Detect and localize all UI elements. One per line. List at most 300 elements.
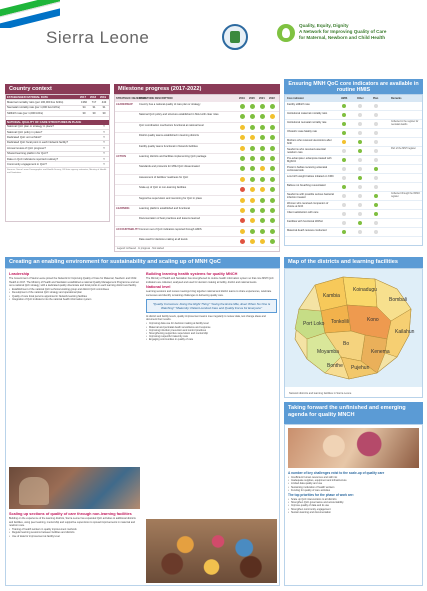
milestone-status-dots — [239, 239, 279, 245]
leadership-bullet: • Development of the national QoC strategy and operational plan — [9, 291, 140, 294]
milestone-col-header: 2019 — [239, 97, 245, 100]
qoc-structure-label: Data on QoC indicators reported routinely? — [6, 157, 99, 162]
milestone-category: ACCOUNTABILITY — [116, 227, 139, 231]
national-level-text: Learning sessions and review meetings bring together national and district teams to share experiences, celebrate successes and identify remaining challenges in delivering quality care. — [146, 290, 272, 297]
status-dot-icon — [270, 198, 275, 203]
country-title: Sierra Leone — [46, 28, 150, 47]
indicator-status-icon — [342, 185, 346, 189]
status-dot-icon — [250, 135, 255, 140]
national-level-title: National level — [146, 285, 171, 289]
milestone-status-dots — [239, 104, 279, 110]
scale-up-bullet: • Regular learning sessions between facilities and districts — [9, 531, 140, 534]
milestone-text: Common set of QoC indicators reported through HMIS — [139, 227, 202, 231]
status-dot-icon — [260, 229, 265, 234]
milestone-row — [115, 112, 279, 122]
indicator-status-icon — [358, 140, 362, 144]
indicator-status-icon — [342, 104, 346, 108]
district-bullet: • Engaging communities in quality of care — [146, 338, 277, 341]
indicator-status-icon — [342, 230, 346, 234]
district-bullet: • Improving data use for decision making at facility level — [146, 322, 277, 325]
indicator-status-icon — [342, 167, 346, 171]
status-dot-icon — [240, 208, 245, 213]
indicator-label: Maternal death reviews conducted — [287, 229, 327, 232]
header — [0, 0, 427, 62]
indicator-row — [285, 111, 422, 120]
status-dot-icon — [240, 125, 245, 130]
indicator-remark: Collected in the register for neonatal deaths — [391, 121, 419, 126]
indicator-row — [285, 228, 422, 237]
status-dot-icon — [250, 198, 255, 203]
district-label: Tonkolili — [331, 319, 349, 325]
indicator-status-icon — [342, 176, 346, 180]
qoc-structure-label: National QoC policy in place? — [6, 130, 99, 135]
district-label: Kailahun — [395, 329, 415, 335]
qoc-structure-row — [6, 162, 109, 167]
milestone-row — [115, 144, 279, 154]
milestone-col-header: STRATEGIC OBJECTIVE — [116, 97, 147, 100]
map-title: Map of the districts and learning facilities — [284, 257, 423, 268]
mortality-header: ESTABLISHED NATIONAL DATA — [6, 95, 79, 100]
status-dot-icon — [240, 114, 245, 119]
scale-up-title: Scaling up sections of quality of care through non-learning facilities — [9, 512, 132, 516]
status-dot-icon — [270, 229, 275, 234]
indicator-status-icon — [374, 131, 378, 135]
priority-bullet: • Sustain learning and documentation — [288, 511, 419, 514]
indicator-col-header: HMIS — [341, 97, 348, 100]
indicator-row — [285, 210, 422, 219]
milestone-category: LEADERSHIP — [116, 103, 133, 106]
scale-up-section — [9, 512, 140, 538]
indicator-label: Pre-eclampsia / eclampsia treated with MgSO4 — [287, 157, 332, 163]
indicator-status-icon — [358, 185, 362, 189]
district-label: Koinadugu — [353, 287, 377, 293]
milestone-status-dots — [239, 187, 279, 193]
milestone-row — [115, 237, 279, 247]
indicator-row — [285, 201, 422, 210]
milestone-row — [115, 185, 279, 195]
status-dot-icon — [250, 177, 255, 182]
mortality-cell: Maternal mortality ratio (per 100,000 live births) — [6, 100, 79, 105]
qoc-structure-label: Community engagement in QoC? — [6, 162, 99, 167]
district-label: Pujehun — [351, 365, 370, 371]
mortality-header: 2019 — [99, 95, 109, 100]
milestone-col-header: MILESTONE DESCRIPTION — [139, 97, 173, 100]
mortality-cell: 34 — [79, 105, 89, 110]
indicator-row — [285, 102, 422, 111]
status-dot-icon — [240, 135, 245, 140]
status-dot-icon — [270, 114, 275, 119]
indicator-status-icon — [374, 194, 378, 198]
priorities-title: The top priorities for the phase of work are: — [288, 493, 354, 498]
status-dot-icon — [240, 177, 245, 182]
country-context-panel — [5, 94, 110, 222]
indicator-label: Newborns with possible serious bacterial infection treated — [287, 193, 334, 199]
forward-title: Taking forward the unfinished and emerging agenda for quality MNCH — [284, 402, 423, 424]
indicator-col-header: Remarks — [391, 97, 402, 100]
qoc-structure-value: Y — [99, 130, 109, 135]
qoc-structure-label: Annual review of QoC progress? — [6, 146, 99, 151]
milestone-row — [115, 154, 279, 164]
indicator-label: Babies not breathing resuscitated — [287, 184, 326, 187]
milestone-col-header: 2020 — [249, 97, 255, 100]
district-label: Port Loko — [303, 321, 325, 327]
indicator-status-icon — [358, 194, 362, 198]
qoc-structure-label: National QoC plan or strategy in place? — [6, 125, 99, 130]
milestone-row — [115, 164, 279, 174]
indicator-label: Obstetric case fatality rate — [287, 130, 317, 133]
scale-up-text: Building on the experience of the learning districts, Sierra Leone has expanded QoC activities to additional districts and facilities, using peer learning, mentorship and supportive supervision to spread improvements in maternal and newborn care. — [9, 517, 136, 527]
environment-left-column — [9, 272, 140, 301]
indicator-status-icon — [358, 176, 362, 180]
network-line1: Quality, Equity, Dignity — [299, 23, 349, 28]
milestone-col-header: 2022 — [269, 97, 275, 100]
status-dot-icon — [260, 198, 265, 203]
indicator-row — [285, 165, 422, 174]
status-dot-icon — [260, 177, 265, 182]
milestone-row — [115, 123, 279, 133]
network-line2: A Network for Improving Quality of Care — [299, 29, 387, 34]
mortality-header: 2018 — [89, 95, 99, 100]
indicator-status-icon — [358, 113, 362, 117]
district-bullet: • Improving infection prevention and control practices — [146, 329, 277, 332]
milestone-column-headers — [115, 95, 279, 102]
qoc-structures-title: NATIONAL QUALITY OF CARE STRUCTURES IN PLACE — [6, 120, 109, 125]
qoc-structure-label: Dedicated QoC focal point in each Network facility? — [6, 140, 99, 145]
district-label: Kambia — [323, 293, 340, 299]
status-dot-icon — [260, 218, 265, 223]
priority-bullet: • Scale up QoC interventions to all districts — [288, 498, 419, 501]
district-label: Kenema — [371, 349, 390, 355]
status-dot-icon — [260, 239, 265, 244]
status-dot-icon — [250, 156, 255, 161]
indicator-status-icon — [374, 158, 378, 162]
mortality-cell: 717 — [89, 100, 99, 105]
milestone-text: Data used for decision-making at all levels — [139, 238, 188, 242]
challenges-title: A number of key challenges exist to the scale-up of quality care — [288, 471, 385, 475]
indicator-col-header: Core indicator — [287, 97, 304, 100]
milestone-text: Documentation of best practices and lessons learned — [139, 217, 200, 221]
status-dot-icon — [270, 156, 275, 161]
status-dot-icon — [250, 208, 255, 213]
mortality-cell: Stillbirth rate (per 1,000 births) — [6, 111, 79, 116]
status-dot-icon — [250, 166, 255, 171]
indicator-row — [285, 147, 422, 156]
network-logo-icon — [277, 24, 295, 42]
leadership-bullet: • Integration of QoC indicators into the national health information system — [9, 298, 140, 301]
qoc-structure-value: Y — [99, 125, 109, 130]
indicator-row — [285, 138, 422, 147]
challenge-bullet: • Insufficient human resources and skill mix — [288, 476, 419, 479]
indicator-label: Low birth weight babies initiated on KMC — [287, 175, 334, 178]
indicator-label: Facilities with functional WASH — [287, 220, 323, 223]
status-dot-icon — [270, 187, 275, 192]
status-dot-icon — [270, 146, 275, 151]
status-dot-icon — [250, 114, 255, 119]
milestone-col-header: 2021 — [259, 97, 265, 100]
map-caption: Network districts and learning facilities in Sierra Leone — [289, 392, 352, 395]
priority-bullet: • Improve quality of data and its use — [288, 504, 419, 507]
mortality-row — [6, 111, 109, 116]
district-label: Moyamba — [317, 349, 339, 355]
indicator-label: Preterm babies receiving antenatal corticosteroids — [287, 166, 328, 172]
indicator-label: Mothers who received uterotonics after birth — [287, 139, 332, 145]
status-dot-icon — [270, 166, 275, 171]
milestone-text: Learning platform established and functional — [139, 206, 190, 210]
milestone-text: National QoC policy and structure established in MoH with clear roles — [139, 113, 219, 117]
status-dot-icon — [240, 229, 245, 234]
status-dot-icon — [270, 104, 275, 109]
mortality-cell: 31 — [99, 105, 109, 110]
indicator-status-icon — [342, 158, 346, 162]
status-dot-icon — [250, 229, 255, 234]
network-line3: for Maternal, Newborn and Child Health — [299, 35, 386, 40]
status-dot-icon — [240, 146, 245, 151]
challenge-bullet: • Funding for quality of care activities — [288, 489, 419, 492]
indicator-status-icon — [374, 203, 378, 207]
status-dot-icon — [240, 239, 245, 244]
milestone-category: LEARNING — [116, 206, 130, 210]
status-dot-icon — [250, 187, 255, 192]
indicator-status-icon — [358, 122, 362, 126]
indicator-status-icon — [342, 149, 346, 153]
forward-panel — [284, 424, 423, 586]
milestone-status-dots — [239, 146, 279, 152]
status-dot-icon — [270, 239, 275, 244]
status-dot-icon — [260, 166, 265, 171]
milestone-row — [115, 196, 279, 206]
indicators-column-headers — [285, 95, 422, 102]
indicator-status-icon — [342, 122, 346, 126]
indicator-remark: Part of the MNH register — [391, 148, 416, 150]
mortality-table — [6, 95, 109, 117]
mother-baby-photo — [288, 428, 419, 468]
district-map — [285, 269, 422, 387]
indicator-status-icon — [374, 104, 378, 108]
status-dot-icon — [260, 125, 265, 130]
milestone-text: Assessment of facilities' readiness for QoC — [139, 175, 189, 179]
leadership-title: Leadership — [9, 272, 30, 276]
milestone-text: Standards and protocols for MNH QoC disseminated — [139, 165, 200, 169]
status-dot-icon — [260, 187, 265, 192]
challenge-bullet: • Limited data quality and use — [288, 482, 419, 485]
milestone-row — [115, 227, 279, 237]
indicators-panel — [284, 94, 423, 246]
milestone-status-dots — [239, 166, 279, 172]
district-bullet: • Strengthening supportive supervision and mentorship — [146, 332, 277, 335]
indicator-row — [285, 219, 422, 228]
milestone-text: District quality teams established in learning districts — [139, 134, 199, 138]
indicator-status-icon — [358, 203, 362, 207]
network-tagline — [299, 23, 425, 41]
status-dot-icon — [260, 104, 265, 109]
indicator-status-icon — [342, 140, 346, 144]
indicator-label: Institutional neonatal mortality rate — [287, 121, 327, 124]
status-dot-icon — [250, 146, 255, 151]
milestone-status-dots — [239, 156, 279, 162]
hmis-text: The Ministry of Health and Sanitation has strengthened its routine health information system so that core MNH QoC indicators are collected, analysed and used for decision making at facility, district and national levels. — [146, 277, 274, 284]
indicator-row — [285, 183, 422, 192]
milestone-row — [115, 133, 279, 143]
status-dot-icon — [270, 135, 275, 140]
milestone-category: ACTION — [116, 154, 126, 158]
indicator-status-icon — [358, 104, 362, 108]
milestone-row — [115, 206, 279, 216]
environment-panel — [5, 268, 280, 586]
priority-bullet: • Strengthen community engagement — [288, 508, 419, 511]
mortality-cell: 443 — [99, 100, 109, 105]
milestone-status-dots — [239, 198, 279, 204]
status-dot-icon — [250, 104, 255, 109]
indicator-status-icon — [342, 203, 346, 207]
coat-of-arms-icon — [222, 24, 248, 50]
mortality-header: 2017 — [79, 95, 89, 100]
status-dot-icon — [240, 187, 245, 192]
priority-bullet: • Strengthen QoC governance and accountability — [288, 501, 419, 504]
milestone-status-dots — [239, 125, 279, 131]
qoc-structure-label: Dedicated QoC unit at MoH? — [6, 135, 99, 140]
indicator-status-icon — [374, 167, 378, 171]
indicator-status-icon — [358, 167, 362, 171]
qoc-structures-table — [6, 125, 109, 168]
indicator-status-icon — [374, 176, 378, 180]
status-dot-icon — [250, 218, 255, 223]
flag-ribbon — [0, 0, 60, 28]
status-dot-icon — [260, 114, 265, 119]
mortality-cell: 30 — [89, 111, 99, 116]
milestone-text: QoC coordination mechanism functional at national level — [139, 123, 204, 127]
milestone-status-dots — [239, 135, 279, 141]
district-label: Bombali — [389, 297, 408, 303]
status-dot-icon — [270, 218, 275, 223]
environment-title: Creating an enabling environment for sustainability and scaling up of MNH QoC — [5, 257, 280, 268]
status-dot-icon — [240, 156, 245, 161]
country-context-title: Country context — [5, 84, 110, 94]
status-dot-icon — [250, 239, 255, 244]
status-dot-icon — [270, 208, 275, 213]
status-dot-icon — [240, 198, 245, 203]
indicator-col-header: Plan — [373, 97, 379, 100]
status-dot-icon — [240, 218, 245, 223]
group-photo — [146, 519, 277, 583]
milestone-status-dots — [239, 208, 279, 214]
milestone-status-dots — [239, 229, 279, 235]
district-bullet: • Maternal and perinatal death surveillance and response — [146, 326, 277, 329]
indicator-row — [285, 192, 422, 201]
health-workers-photo — [9, 467, 140, 509]
milestone-row — [115, 216, 279, 226]
qoc-structure-value: Y — [99, 151, 109, 156]
milestone-status-dots — [239, 177, 279, 183]
indicator-status-icon — [374, 122, 378, 126]
indicator-status-icon — [358, 149, 362, 153]
indicator-status-icon — [358, 221, 362, 225]
qoc-structure-value: Y — [99, 140, 109, 145]
milestone-panel — [114, 94, 280, 252]
mortality-cell: Neonatal mortality rate (per 1,000 live births) — [6, 105, 79, 110]
leadership-text: The Government of Sierra Leone joined the Network for Improving Quality of Care for Maternal, Newborn and Child Health in 2017. The Ministry of Health and Sanitation established a national Quality Management Programme and set out a national QoC strategy, with a dedicated quality directorate and focal points in each learning district and facility. — [9, 277, 139, 287]
indicator-status-icon — [374, 221, 378, 225]
milestone-row — [115, 102, 279, 112]
district-label: Bonthe — [327, 363, 343, 369]
milestone-text: Facility quality teams functional in Network facilities — [139, 144, 198, 148]
milestone-legend: Legend: Achieved · In progress · Not started — [117, 247, 164, 250]
leadership-bullet: • Establishment of the national QoC technical working group and district QoC committees — [9, 288, 140, 291]
indicator-label: Newborns who received essential newborn care — [287, 148, 326, 154]
scale-up-bullet: • Training of health workers in quality improvement methods — [9, 528, 140, 531]
qoc-structure-value: Y — [99, 157, 109, 162]
indicator-label: Women who received companion of choice at birth — [287, 202, 329, 208]
environment-right-column — [146, 272, 277, 342]
milestone-text: Supportive supervision and mentoring for QoC in place — [139, 196, 203, 200]
indicator-status-icon — [358, 212, 362, 216]
challenge-bullet: • Inadequate supplies, equipment and infrastructure — [288, 479, 419, 482]
qoc-structure-value: Y — [99, 146, 109, 151]
milestone-status-dots — [239, 218, 279, 224]
indicator-status-icon — [374, 185, 378, 189]
district-label: Bo — [343, 341, 350, 347]
indicator-status-icon — [374, 230, 378, 234]
district-bullet: • Improving respectful maternity care — [146, 335, 277, 338]
qoc-structure-label: Shared learning platform for QoC? — [6, 151, 99, 156]
district-label: Kono — [367, 317, 379, 323]
indicator-status-icon — [374, 212, 378, 216]
qoc-structure-value: Y — [99, 135, 109, 140]
indicator-row — [285, 156, 422, 165]
status-dot-icon — [240, 104, 245, 109]
status-dot-icon — [260, 146, 265, 151]
status-dot-icon — [240, 166, 245, 171]
indicator-row — [285, 120, 422, 129]
leadership-bullet: • Quality of care focal persons appointed in Network learning facilities — [9, 295, 140, 298]
milestone-status-dots — [239, 114, 279, 120]
indicator-status-icon — [342, 131, 346, 135]
mortality-cell: 31 — [89, 105, 99, 110]
indicator-status-icon — [342, 194, 346, 198]
scale-up-bullet: • Use of data for improvement at facility level — [9, 535, 140, 538]
milestone-title: Milestone progress (2017-2022) — [114, 84, 280, 94]
status-dot-icon — [270, 177, 275, 182]
indicators-title: Ensuring MNH QoC core indicators are available in routine HMIS — [284, 79, 423, 94]
status-dot-icon — [260, 156, 265, 161]
indicator-status-icon — [342, 221, 346, 225]
indicator-status-icon — [358, 158, 362, 162]
qoc-structure-value: Y — [99, 162, 109, 167]
map-panel — [284, 268, 423, 398]
indicator-status-icon — [358, 131, 362, 135]
status-dot-icon — [270, 125, 275, 130]
hmis-title: Building learning health systems for quality MNCH — [146, 272, 238, 276]
mortality-cell: 1360 — [79, 100, 89, 105]
indicator-label: Institutional maternal mortality ratio — [287, 112, 328, 115]
indicator-label: Facility stillbirth rate — [287, 103, 310, 106]
status-dot-icon — [260, 135, 265, 140]
indicator-status-icon — [358, 230, 362, 234]
district-text: At district and facility levels, quality improvement teams meet regularly to review data, test change ideas and document their results. — [146, 314, 266, 322]
indicator-status-icon — [342, 212, 346, 216]
status-dot-icon — [260, 208, 265, 213]
indicator-status-icon — [342, 113, 346, 117]
status-dot-icon — [250, 125, 255, 130]
indicator-status-icon — [374, 149, 378, 153]
mortality-cell: 30 — [99, 111, 109, 116]
mortality-cell: 30 — [79, 111, 89, 116]
milestone-text: Scale-up of QoC to non-learning facilities — [139, 186, 187, 190]
context-notes: Sources: Sierra Leone Demographic and Health Survey; UN Inter-agency estimates; Ministry of Health and Sanitation. — [7, 168, 107, 174]
milestone-text: Learning districts and facilities implementing QoC package — [139, 154, 207, 158]
milestone-row — [115, 175, 279, 185]
challenge-bullet: • Sustaining motivation of health workers — [288, 486, 419, 489]
indicator-col-header: Other — [357, 97, 364, 100]
